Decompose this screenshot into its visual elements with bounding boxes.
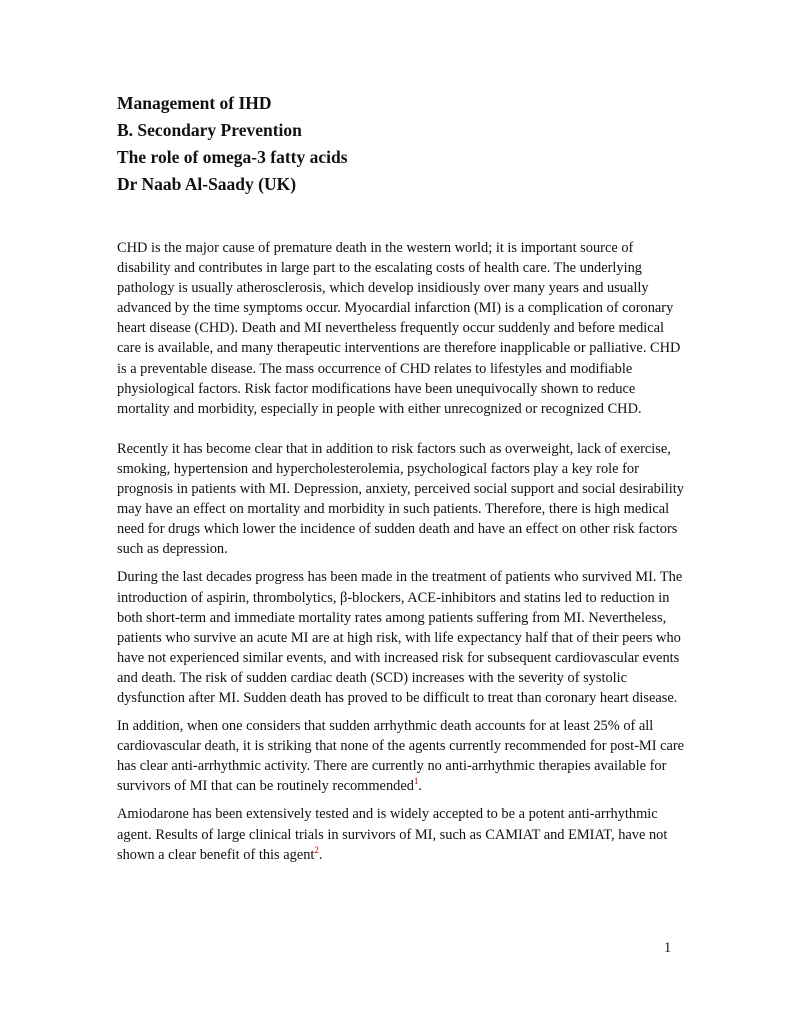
heading-title: The role of omega-3 fatty acids <box>117 147 348 167</box>
reference-link-1[interactable]: 1 <box>413 776 419 787</box>
document-heading <box>117 90 677 198</box>
document-body <box>117 238 690 865</box>
paragraph-amiodarone-text: Amiodarone has been extensively tested and is widely accepted to be a potent anti-arrhythmic agent. Results of large clinical trials in survivors of MI, such as CAMIAT and EMIAT, have not shown a clear benefit of this agent <box>117 806 668 863</box>
page-number: 1 <box>664 940 672 956</box>
paragraph-chd-overview: CHD is the major cause of premature death in the western world; it is important source of disability and contributes in large part to the escalating costs of health care. The underlying pathology is usually atherosclerosis, which develop insidiously over many years and usually advanced by the time symptoms occur. Myocardial infarction (MI) is a complication of coronary heart disease (CHD). Death and MI nevertheless frequently occur suddenly and before medical care is available, and many therapeutic interventions are therefore inapplicable or palliative. CHD is a preventable disease. The mass occurrence of CHD relates to lifestyles and modifiable physiological factors. Risk factor modifications have been unequivocally shown to reduce mortality and morbidity, especially in people with either unrecognized or recognized CHD. <box>117 240 681 417</box>
reference-link-2[interactable]: 2 <box>314 844 319 855</box>
paragraph-amiodarone-end: . <box>318 846 323 863</box>
paragraph-treatment-progress: During the last decades progress has been made in the treatment of patients who survived MI. The introduction of aspirin, thrombolytics, β-blockers, ACE-inhibitors and statins led to reduction in both short-term and immediate mortality rates among patients suffering from MI. Nevertheless, patients who survive an acute MI are at high risk, with life expectancy half that of their peers who have not experienced similar events, and with increased risk for subsequent cardiovascular events and death. The risk of sudden cardiac death (SCD) increases with the severity of systolic dysfunction after MI. Sudden death has proved to be difficult to treat than coronary heart disease. <box>117 569 683 706</box>
paragraph-arrhythmic-death-text: In addition, when one considers that sudden arrhythmic death accounts for at least 25% of all cardiovascular death, it is striking that none of the agents currently recommended for post-MI care has clear anti-arrhythmic activity. There are currently no anti-arrhythmic therapies available for survivors of MI that can be routinely recommended <box>117 718 685 795</box>
paragraph-arrhythmic-death <box>117 716 690 796</box>
paragraph-amiodarone <box>117 804 690 864</box>
paragraph-psychological-factors: Recently it has become clear that in addition to risk factors such as overweight, lack of exercise, smoking, hypertension and hypercholesterolemia, psychological factors play a key role for prognosis in patients with MI. Depression, anxiety, perceived social support and social desirability may have an effect on mortality and morbidity in such patients. Therefore, there is high medical need for drugs which lower the incidence of sudden death and have an effect on other risk factors such as depression. <box>117 440 684 558</box>
heading-topic: Management of IHD <box>117 93 272 113</box>
heading-author: Dr Naab Al-Saady (UK) <box>117 174 297 194</box>
paragraph-arrhythmic-death-end: . <box>418 778 423 795</box>
heading-section: B. Secondary Prevention <box>117 120 302 140</box>
